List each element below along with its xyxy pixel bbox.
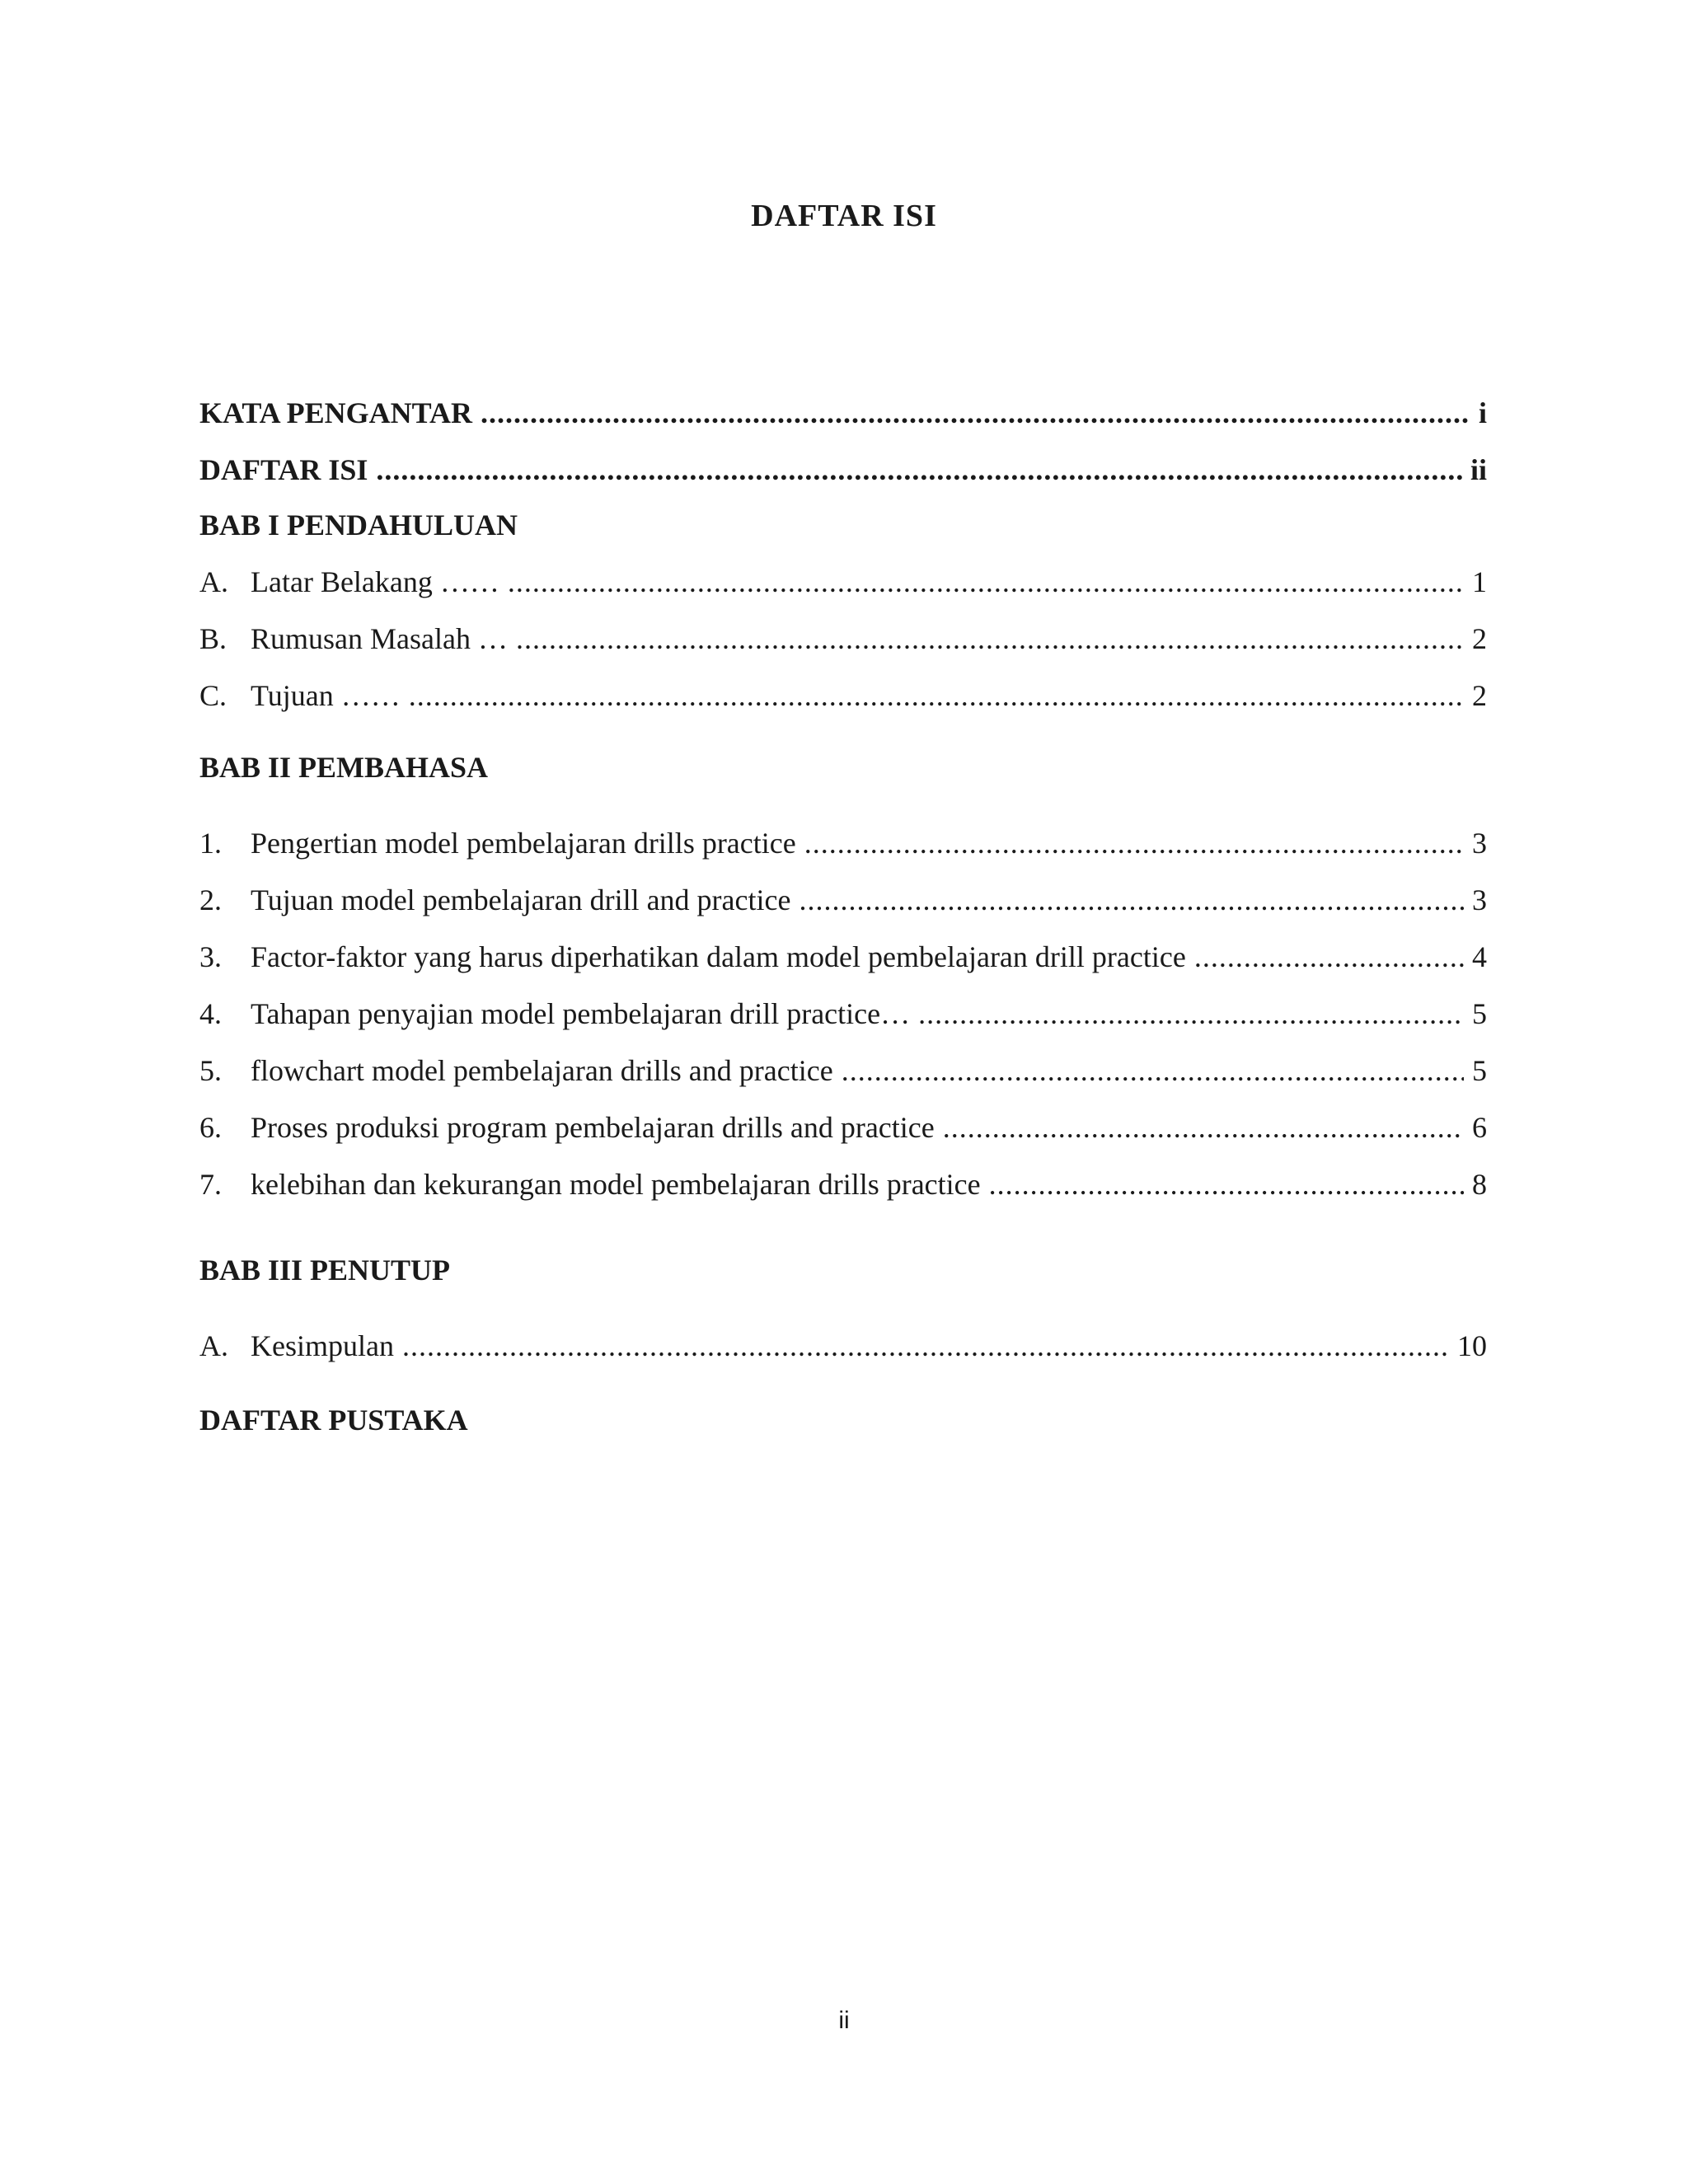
toc-entry-label: Factor-faktor yang harus diperhatikan dalam model pembelajaran drill practice (251, 940, 1186, 973)
toc-entry-daftar-isi[interactable] (199, 452, 1487, 494)
toc-entry-number: 6. (199, 1111, 222, 1144)
dot-leader (799, 883, 1464, 917)
toc-entry-rumusan-masalah[interactable] (199, 621, 1487, 663)
toc-entry-label: Rumusan Masalah … (251, 622, 508, 655)
toc-entry-kesimpulan[interactable] (199, 1329, 1487, 1370)
dot-leader (508, 565, 1464, 599)
toc-entry-label: KATA PENGANTAR (199, 396, 473, 429)
toc-entry-item[interactable] (199, 940, 1487, 981)
toc-entry-number: 1. (199, 827, 222, 860)
dot-leader (376, 452, 1462, 487)
dot-leader (842, 1053, 1464, 1088)
toc-entry-page: 10 (1457, 1329, 1487, 1362)
toc-entry-page: 6 (1472, 1111, 1487, 1144)
toc-entry-item[interactable] (199, 883, 1487, 924)
toc-entry-number: 3. (199, 940, 222, 973)
toc-entry-label: Tujuan …… (251, 679, 401, 712)
toc-entry-page: 4 (1472, 940, 1487, 973)
toc-entry-label: Pengertian model pembelajaran drills practice (251, 827, 796, 860)
toc-entry-page: 2 (1472, 679, 1487, 712)
toc-entry-label: flowchart model pembelajaran drills and practice (251, 1054, 833, 1087)
toc-entry-item[interactable] (199, 1167, 1487, 1208)
toc-entry-item[interactable] (199, 1053, 1487, 1094)
section-heading-bab3: BAB III PENUTUP (199, 1254, 451, 1286)
section-heading-bab2: BAB II PEMBAHASA (199, 751, 489, 784)
toc-entry-item[interactable] (199, 996, 1487, 1038)
toc-entry-page: ii (1470, 453, 1487, 486)
toc-entry-page: 8 (1472, 1168, 1487, 1201)
toc-entry-page: i (1478, 396, 1487, 429)
toc-entry-label: DAFTAR ISI (199, 453, 368, 486)
toc-entry-page: 5 (1472, 1054, 1487, 1087)
toc-entry-page: 3 (1472, 883, 1487, 916)
toc-entry-label: Latar Belakang …… (251, 565, 499, 598)
dot-leader (989, 1167, 1464, 1202)
toc-entry-tujuan[interactable] (199, 678, 1487, 719)
toc-entry-number: C. (199, 679, 227, 712)
toc-entry-label: Kesimpulan (251, 1329, 394, 1362)
section-heading-bab1: BAB I PENDAHULUAN (199, 509, 518, 541)
dot-leader (516, 621, 1464, 656)
dot-leader (409, 678, 1464, 713)
dot-leader (402, 1329, 1449, 1363)
dot-leader (918, 996, 1464, 1031)
toc-entry-label: Proses produksi program pembelajaran drills and practice (251, 1111, 935, 1144)
toc-entry-page: 1 (1472, 565, 1487, 598)
toc-entry-kata-pengantar[interactable] (199, 396, 1487, 437)
toc-entry-page: 3 (1472, 827, 1487, 860)
toc-entry-label: Tahapan penyajian model pembelajaran drill practice… (251, 997, 911, 1030)
toc-entry-number: 5. (199, 1054, 222, 1087)
toc-entry-number: A. (199, 565, 228, 598)
toc-entry-number: 2. (199, 883, 222, 916)
dot-leader (481, 396, 1470, 430)
toc-entry-item[interactable] (199, 826, 1487, 867)
section-heading-daftar-pustaka: DAFTAR PUSTAKA (199, 1404, 468, 1436)
toc-entry-latar-belakang[interactable] (199, 565, 1487, 606)
toc-entry-number: A. (199, 1329, 228, 1362)
dot-leader (1194, 940, 1464, 974)
dot-leader (804, 826, 1464, 860)
toc-entry-page: 5 (1472, 997, 1487, 1030)
toc-entry-label: Tujuan model pembelajaran drill and practice (251, 883, 791, 916)
toc-entry-number: 4. (199, 997, 222, 1030)
toc-entry-label: kelebihan dan kekurangan model pembelajaran drills practice (251, 1168, 981, 1201)
toc-entry-item[interactable] (199, 1110, 1487, 1151)
page-title: DAFTAR ISI (751, 199, 937, 233)
page-number: ii (838, 2007, 850, 2034)
dot-leader (943, 1110, 1464, 1145)
toc-entry-number: B. (199, 622, 227, 655)
toc-entry-number: 7. (199, 1168, 222, 1201)
toc-entry-page: 2 (1472, 622, 1487, 655)
